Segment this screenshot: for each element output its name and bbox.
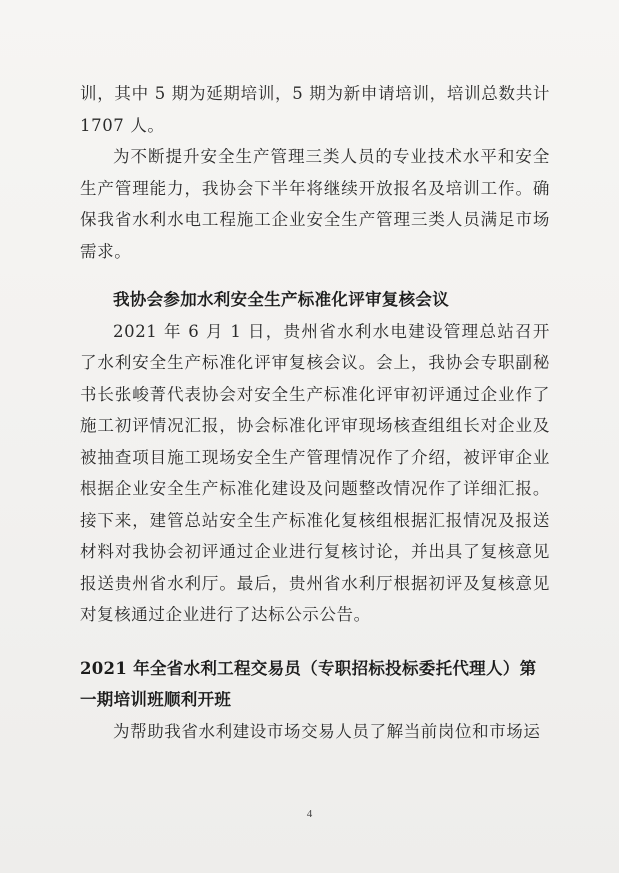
paragraph-training-class: 为帮助我省水利建设市场交易人员了解当前岗位和市场运 [113, 721, 541, 741]
section-heading-review-meeting: 我协会参加水利安全生产标准化评审复核会议 [113, 290, 449, 309]
page-number: 4 [306, 808, 313, 820]
paragraph-review-meeting: 2021 年 6 月 1 日，贵州省水利水电建设管理总站召开了水利安全生产标准化评审复核会议。会上，我协会专职副秘书长张峻菁代表协会对安全生产标准化评审初评通过企业作了施工初评情况汇报，协会标准化评审现场核查组组长对企业及被抽查项目施工现场安全生产管理情况作了介绍，被评审企业根据企业安全生产标准化建设及问题整改情况作了详细汇报。接下来，建管总站安全生产标准化复核组根据汇报情况及报送材料对我协会初评通过企业进行复核讨论，并出具了复核意见报送贵州省水利厅。最后，贵州省水利厅根据初评及复核意见对复核通过企业进行了达标公示公告。 [80, 321, 550, 624]
section-heading-training-class: 2021 年全省水利工程交易员（专职招标投标委托代理人）第一期培训班顺利开班 [80, 658, 537, 709]
document-body [80, 78, 550, 747]
paragraph-training-plan: 为不断提升安全生产管理三类人员的专业技术水平和安全生产管理能力，我协会下半年将继续开放报名及培训工作。确保我省水利水电工程施工企业安全生产管理三类人员满足市场需求。 [80, 147, 550, 261]
paragraph-training-count: 训，其中 5 期为延期培训，5 期为新申请培训，培训总数共计 1707 人。 [80, 84, 550, 135]
